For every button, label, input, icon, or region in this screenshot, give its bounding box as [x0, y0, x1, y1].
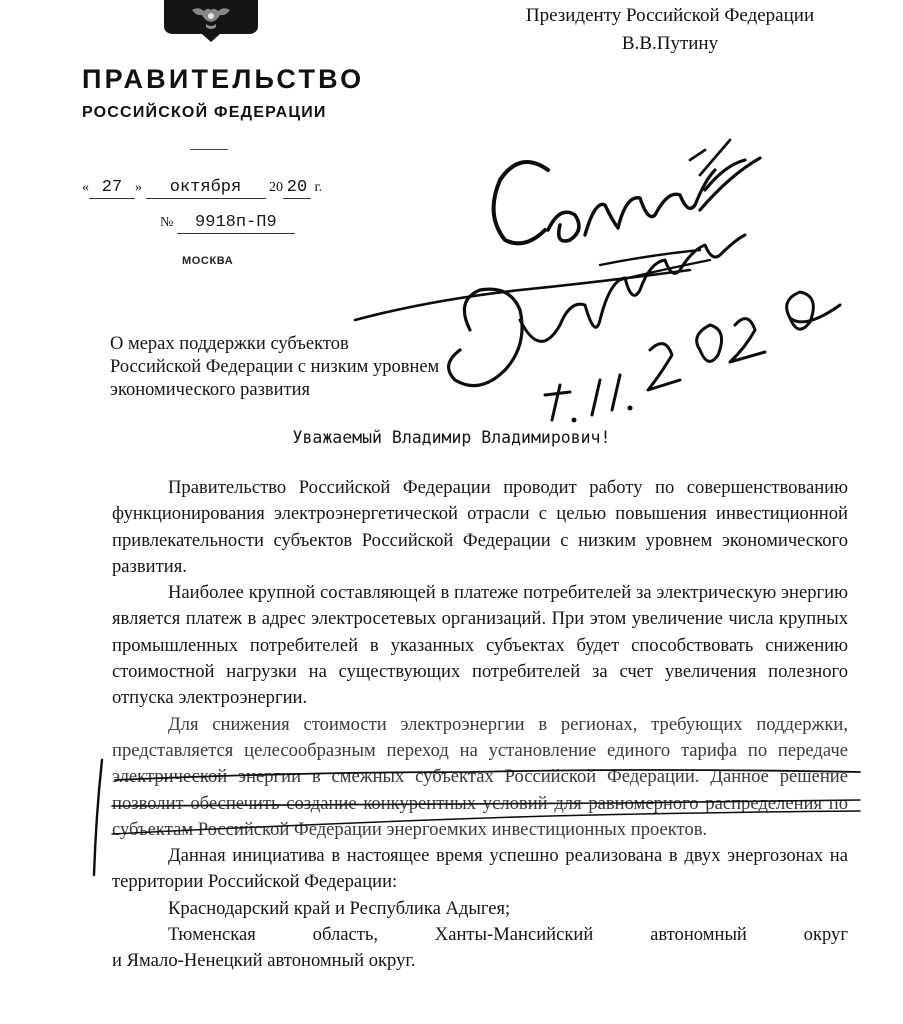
- list-item: Краснодарский край и Республика Адыгея;: [168, 897, 511, 919]
- date-month: октября: [146, 178, 266, 199]
- list-item-continuation: и Ямало-Ненецкий автономный округ.: [112, 950, 416, 972]
- number-label: №: [160, 215, 174, 230]
- addressee-block: [470, 2, 870, 58]
- subject-line: Российской Федерации с низким уровнем: [110, 357, 440, 377]
- date-stroke: [787, 292, 840, 329]
- subject-line: О мерах поддержки субъектов: [110, 334, 349, 354]
- margin-mark: [94, 760, 102, 875]
- government-title: ПРАВИТЕЛЬСТВО: [82, 64, 365, 94]
- list-item: Тюменская область, Ханты-Мансийский автономный округ: [168, 924, 848, 946]
- paragraph: Наиболее крупной составляющей в платеже потребителей за электрическую энергию является платеж в адрес электросетевых организаций. При этом увеличение числа крупных промышленных потребителей в указанных субъектах будет способствовать снижению стоимостной нагрузки на существующих потребителей за счет увеличения полезного отпуска электроэнергии.: [112, 582, 848, 709]
- paragraph: Для снижения стоимости электроэнергии в регионах, требующих поддержки, представляется целесообразным переход на установление единого тарифа по передаче электрической энергии в смежных субъектах Российской Федерации. Данное решение позволит обеспечить создание конкурентных условий для равномерного распределения по субъектам Российской Федерации энергоемких инвестиционных проектов.: [112, 713, 848, 840]
- government-subtitle: РОССИЙСКОЙ ФЕДЕРАЦИИ: [82, 104, 327, 121]
- date-day: 27: [89, 178, 135, 199]
- header-divider: [190, 149, 228, 150]
- date-year-prefix: 20: [269, 180, 283, 195]
- date-year-mark: г.: [314, 180, 323, 195]
- resolution-stroke: [690, 140, 730, 175]
- addressee-name: В.В.Путину: [621, 33, 719, 54]
- signature-stroke: [600, 250, 710, 280]
- date-stroke: [592, 375, 620, 415]
- subject-block: [110, 333, 530, 402]
- coat-of-arms-icon: [162, 0, 260, 42]
- resolution-stroke: [355, 270, 690, 320]
- date-year-suffix: 20: [283, 178, 311, 199]
- resolution-stroke: [585, 194, 695, 235]
- date-stroke: [697, 325, 722, 361]
- resolution-stroke: [695, 158, 760, 210]
- resolution-stroke: [548, 212, 579, 241]
- date-stroke: [730, 319, 765, 362]
- document-city: МОСКВА: [182, 255, 234, 267]
- letter-body: [112, 475, 848, 975]
- paragraph: Правительство Российской Федерации проводит работу по совершенствованию функционирования электроэнергетической отрасли с целью повышения инвестиционной привлекательности субъектов Российской Федерации с низким уровнем экономического развития.: [112, 477, 848, 577]
- number-value: 9918п-П9: [177, 213, 295, 234]
- paragraph: Данная инициатива в настоящее время успешно реализована в двух энергозонах на территории Российской Федерации:: [112, 845, 848, 893]
- date-stroke: [648, 344, 680, 390]
- date-stroke: [545, 385, 570, 420]
- addressee-position: Президенту Российской Федерации: [525, 5, 815, 26]
- document-number: [160, 213, 295, 234]
- document-date: « 27 » октября 20 20 г.: [82, 178, 323, 197]
- greeting: Уважаемый Владимир Владимирович!: [292, 428, 611, 447]
- resolution-stroke: [494, 162, 548, 243]
- signature-stroke: [520, 235, 745, 341]
- subject-line: экономического развития: [110, 380, 311, 400]
